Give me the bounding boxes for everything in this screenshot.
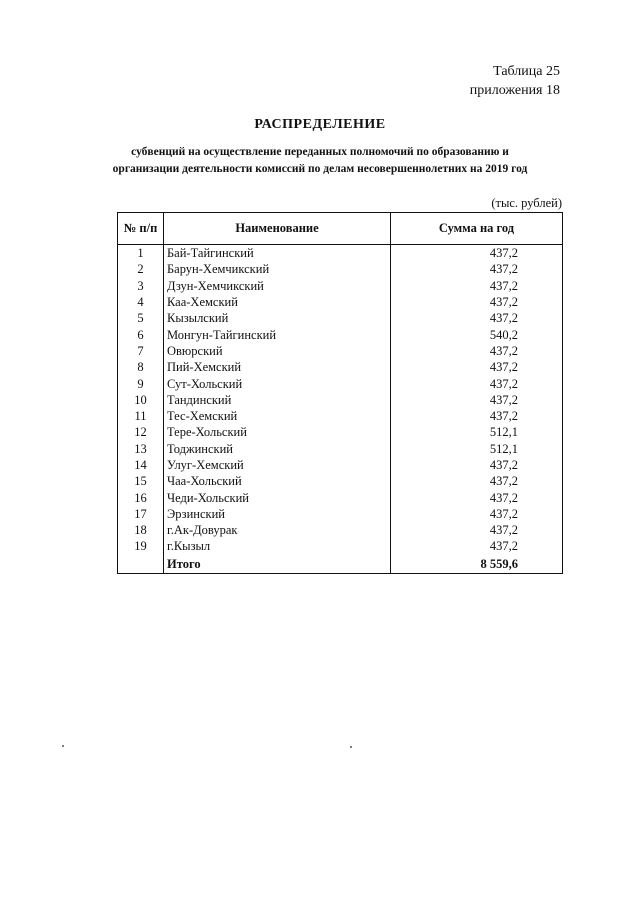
cell-sum: 437,2 <box>391 294 563 310</box>
cell-name: Тоджинский <box>164 441 391 457</box>
cell-number: 6 <box>118 326 164 342</box>
cell-number: 18 <box>118 522 164 538</box>
cell-sum: 437,2 <box>391 392 563 408</box>
cell-name: Тандинский <box>164 392 391 408</box>
cell-number: 5 <box>118 310 164 326</box>
units-note: (тыс. рублей) <box>491 196 562 210</box>
table-row <box>118 489 563 505</box>
cell-number: 3 <box>118 278 164 294</box>
cell-name: Чаа-Хольский <box>164 473 391 489</box>
cell-number: 14 <box>118 457 164 473</box>
header-sum: Сумма на год <box>391 213 563 245</box>
document-subtitle <box>100 144 540 178</box>
cell-number: 13 <box>118 441 164 457</box>
table-row <box>118 310 563 326</box>
cell-name: Эрзинский <box>164 506 391 522</box>
cell-sum: 437,2 <box>391 310 563 326</box>
cell-sum: 437,2 <box>391 261 563 277</box>
cell-name: г.Ак-Довурак <box>164 522 391 538</box>
cell-sum: 437,2 <box>391 408 563 424</box>
cell-sum: 437,2 <box>391 457 563 473</box>
table-row <box>118 294 563 310</box>
cell-sum: 512,1 <box>391 441 563 457</box>
cell-name: Дзун-Хемчикский <box>164 278 391 294</box>
cell-sum: 437,2 <box>391 343 563 359</box>
table-row <box>118 261 563 277</box>
cell-name: Кызылский <box>164 310 391 326</box>
table-row <box>118 408 563 424</box>
cell-number: 4 <box>118 294 164 310</box>
cell-number: 19 <box>118 538 164 554</box>
cell-sum: 540,2 <box>391 326 563 342</box>
table-row <box>118 457 563 473</box>
table-row <box>118 359 563 375</box>
table-body <box>118 245 563 574</box>
table-row <box>118 245 563 262</box>
subtitle-line-2: организации деятельности комиссий по делам несовершеннолетних на 2019 год <box>112 163 528 175</box>
cell-sum: 437,2 <box>391 489 563 505</box>
cell-sum: 437,2 <box>391 278 563 294</box>
table-header-row <box>118 213 563 245</box>
cell-sum: 512,1 <box>391 424 563 440</box>
table-row <box>118 538 563 554</box>
cell-name: Монгун-Тайгинский <box>164 326 391 342</box>
cell-number: 16 <box>118 489 164 505</box>
cell-name: Пий-Хемский <box>164 359 391 375</box>
cell-sum: 437,2 <box>391 245 563 262</box>
header-number: № п/п <box>118 213 164 245</box>
cell-sum: 437,2 <box>391 506 563 522</box>
table-row <box>118 506 563 522</box>
subtitle-line-1: субвенций на осуществление переданных полномочий по образованию и <box>131 146 509 158</box>
cell-sum: 437,2 <box>391 359 563 375</box>
table-row <box>118 522 563 538</box>
cell-number: 8 <box>118 359 164 375</box>
cell-number: 7 <box>118 343 164 359</box>
cell-sum: 437,2 <box>391 522 563 538</box>
cell-name: Тес-Хемский <box>164 408 391 424</box>
cell-number: 12 <box>118 424 164 440</box>
table-row <box>118 343 563 359</box>
cell-sum: 437,2 <box>391 538 563 554</box>
cell-sum: 437,2 <box>391 473 563 489</box>
reference-table-number: Таблица 25 <box>493 64 560 79</box>
table-row <box>118 278 563 294</box>
cell-name: Овюрский <box>164 343 391 359</box>
document-title: РАСПРЕДЕЛЕНИЕ <box>254 117 386 132</box>
cell-name: Бай-Тайгинский <box>164 245 391 262</box>
cell-name: Чеди-Хольский <box>164 489 391 505</box>
cell-number: 2 <box>118 261 164 277</box>
cell-name: г.Кызыл <box>164 538 391 554</box>
scan-speck <box>62 745 64 747</box>
cell-sum: 8 559,6 <box>391 555 563 574</box>
scan-speck <box>350 746 352 748</box>
table-row <box>118 326 563 342</box>
table-row <box>118 473 563 489</box>
cell-name: Улуг-Хемский <box>164 457 391 473</box>
cell-number: 11 <box>118 408 164 424</box>
table-row <box>118 441 563 457</box>
distribution-table <box>117 212 563 574</box>
cell-name: Каа-Хемский <box>164 294 391 310</box>
cell-name: Итого <box>164 555 391 574</box>
table-row <box>118 392 563 408</box>
header-name: Наименование <box>164 213 391 245</box>
cell-sum: 437,2 <box>391 375 563 391</box>
table-row <box>118 375 563 391</box>
table-reference <box>470 62 560 100</box>
cell-number: 17 <box>118 506 164 522</box>
reference-appendix-number: приложения 18 <box>469 83 560 98</box>
table-total-row <box>118 555 563 574</box>
cell-number: 9 <box>118 375 164 391</box>
cell-name: Тере-Хольский <box>164 424 391 440</box>
cell-number: 15 <box>118 473 164 489</box>
cell-number <box>118 555 164 574</box>
cell-name: Барун-Хемчикский <box>164 261 391 277</box>
cell-number: 1 <box>118 245 164 262</box>
cell-name: Сут-Хольский <box>164 375 391 391</box>
table-row <box>118 424 563 440</box>
cell-number: 10 <box>118 392 164 408</box>
